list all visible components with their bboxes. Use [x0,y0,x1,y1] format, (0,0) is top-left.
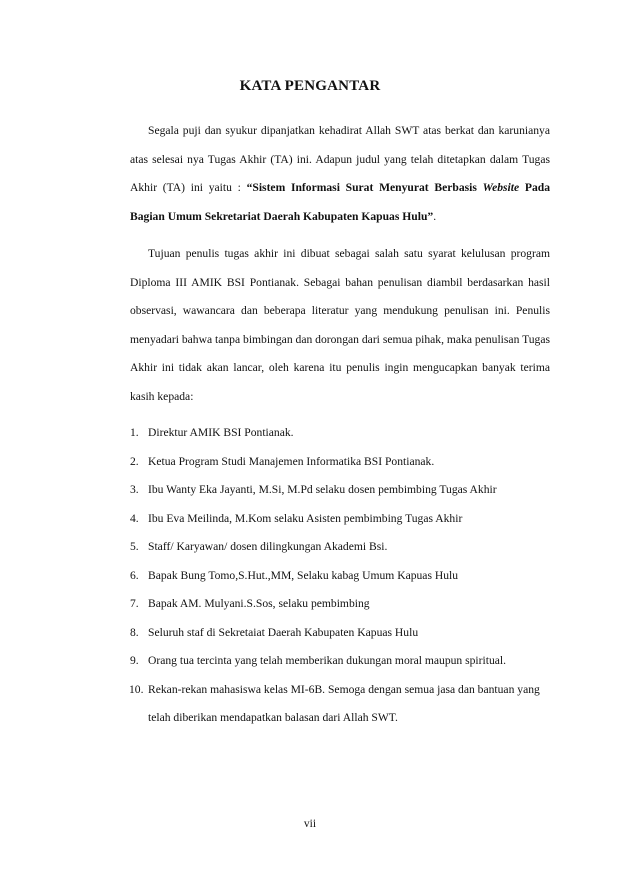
list-text: Ibu Eva Meilinda, M.Kom selaku Asisten pembimbing Tugas Akhir [148,511,463,525]
list-text: Ketua Program Studi Manajemen Informatika BSI Pontianak. [148,454,435,468]
list-number: 7. [130,597,139,610]
list-text: Staff/ Karyawan/ dosen dilingkungan Akademi Bsi. [148,540,388,553]
list-item [130,533,550,562]
intro-paragraph [130,117,550,231]
list-item [130,647,550,676]
thesis-title-part1: “Sistem Informasi Surat Menyurat Berbasis [246,181,483,194]
list-item [130,562,550,591]
list-number: 9. [130,654,139,667]
list-number: 10. [129,682,144,696]
list-item [130,619,550,648]
list-number: 3. [130,483,139,496]
list-text: Bapak AM. Mulyani.S.Sos, selaku pembimbing [148,597,370,610]
list-text: Direktur AMIK BSI Pontianak. [148,426,294,439]
page-title: KATA PENGANTAR [239,78,381,94]
list-item [130,448,550,477]
acknowledgement-list [130,419,550,733]
list-item [130,476,550,505]
list-item [130,676,550,733]
document-body [130,117,550,733]
thesis-title-italic: Website [482,181,520,194]
list-item [130,419,550,448]
list-item [130,505,550,534]
list-number: 8. [130,625,139,639]
list-item [130,590,550,619]
list-text: Rekan-rekan mahasiswa kelas MI-6B. Semoga dengan semua jasa dan bantuan yang telah diberikan mendapatkan balasan dari Allah SWT. [148,682,540,724]
list-text: Orang tua tercinta yang telah memberikan dukungan moral maupun spiritual. [148,654,507,667]
list-number: 1. [130,426,139,439]
list-number: 5. [130,540,139,553]
list-number: 4. [130,511,139,525]
list-text: Bapak Bung Tomo,S.Hut.,MM, Selaku kabag Umum Kapuas Hulu [148,568,459,582]
intro-end: . [433,209,437,223]
purpose-paragraph: Tujuan penulis tugas akhir ini dibuat sebagai salah satu syarat kelulusan program Diploma III AMIK BSI Pontianak. Sebagai bahan penulisan diambil berdasarkan hasil observasi, wawancara dan beberapa literatur yang mendukung penulisan ini. Penulis menyadari bahwa tanpa bimbingan dan dorongan dari semua pihak, maka penulisan Tugas Akhir ini tidak akan lancar, oleh karena itu penulis ingin mengucapkan banyak terima kasih kepada: [130,247,550,403]
list-number: 6. [130,568,139,582]
thesis-title-part2: Pada Bagian Umum Sekretariat Daerah Kabupaten Kapuas Hulu” [130,181,550,223]
list-number: 2. [130,454,139,468]
list-text: Ibu Wanty Eka Jayanti, M.Si, M.Pd selaku dosen pembimbing Tugas Akhir [148,483,497,496]
list-text: Seluruh staf di Sekretaiat Daerah Kabupaten Kapuas Hulu [148,625,419,639]
intro-text: Segala puji dan syukur dipanjatkan kehadirat Allah SWT atas berkat dan karunianya atas selesai nya Tugas Akhir (TA) ini. Adapun judul yang telah ditetapkan dalam Tugas Akhir (TA) ini yaitu : [130,124,550,194]
page-number: vii [303,818,317,830]
